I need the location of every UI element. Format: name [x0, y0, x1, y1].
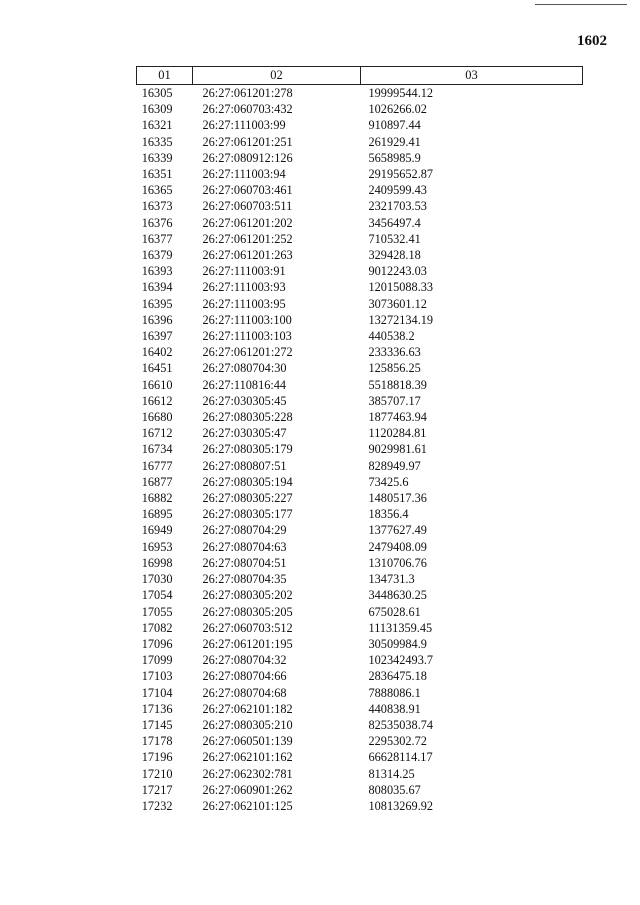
row-id-cell: 16339	[141, 150, 173, 165]
table-row	[137, 247, 583, 263]
cadastral-number-cell: 26:27:080704:63	[202, 539, 287, 554]
value-cell: 3448630.25	[368, 588, 427, 603]
row-id-cell: 16777	[141, 458, 173, 473]
row-id-cell: 16998	[141, 555, 173, 570]
row-id-cell: 16402	[141, 345, 173, 360]
row-id-cell: 16377	[141, 231, 173, 246]
table-row	[137, 555, 583, 571]
cadastral-number-cell: 26:27:111003:99	[202, 118, 286, 133]
row-id-cell: 16734	[141, 442, 173, 457]
row-id-cell: 16397	[141, 329, 173, 344]
table-row	[137, 701, 583, 717]
value-cell: 1026266.02	[368, 102, 427, 117]
value-cell: 2321703.53	[368, 199, 427, 214]
table-row	[137, 150, 583, 166]
cadastral-number-cell: 26:27:030305:45	[202, 393, 287, 408]
row-id-cell: 16379	[141, 248, 173, 263]
table-row	[137, 198, 583, 214]
header-col-02: 02	[193, 67, 361, 85]
row-id-cell: 17099	[141, 653, 173, 668]
table-row	[137, 798, 583, 814]
value-cell: 261929.41	[368, 134, 421, 149]
row-id-cell: 17232	[141, 798, 173, 813]
value-cell: 73425.6	[368, 474, 409, 489]
value-cell: 19999544.12	[368, 86, 434, 100]
cadastral-number-cell: 26:27:080305:202	[202, 588, 293, 603]
row-id-cell: 16321	[141, 118, 173, 133]
value-cell: 1377627.49	[368, 523, 427, 538]
value-cell: 2295302.72	[368, 734, 427, 749]
value-cell: 910897.44	[368, 118, 421, 133]
cadastral-number-cell: 26:27:111003:100	[202, 312, 292, 327]
table-row	[137, 117, 583, 133]
value-cell: 828949.97	[368, 458, 421, 473]
table-header-row	[137, 67, 583, 85]
table-row	[137, 717, 583, 733]
value-cell: 10813269.92	[368, 798, 434, 813]
cadastral-number-cell: 26:27:080704:51	[202, 555, 287, 570]
cadastral-number-cell: 26:27:111003:94	[202, 167, 286, 182]
cadastral-number-cell: 26:27:080807:51	[202, 458, 287, 473]
cadastral-number-cell: 26:27:030305:47	[202, 426, 287, 441]
cadastral-number-cell: 26:27:061201:251	[202, 134, 293, 149]
table-row	[137, 733, 583, 749]
table-row	[137, 604, 583, 620]
row-id-cell: 16376	[141, 215, 173, 230]
cadastral-number-cell: 26:27:111003:103	[202, 329, 292, 344]
cadastral-number-cell: 26:27:080305:227	[202, 491, 293, 506]
cadastral-number-cell: 26:27:080704:32	[202, 653, 287, 668]
cadastral-number-cell: 26:27:060703:512	[202, 620, 293, 635]
row-id-cell: 16612	[141, 393, 173, 408]
table-row	[137, 652, 583, 668]
table-row	[137, 668, 583, 684]
row-id-cell: 17096	[141, 636, 173, 651]
cadastral-number-cell: 26:27:060703:511	[202, 199, 293, 214]
table-row	[137, 312, 583, 328]
table-body	[137, 85, 583, 815]
value-cell: 9029981.61	[368, 442, 427, 457]
value-cell: 29195652.87	[368, 167, 434, 182]
table-row	[137, 782, 583, 798]
cadastral-number-cell: 26:27:060901:262	[202, 782, 293, 797]
cadastral-number-cell: 26:27:061201:278	[202, 86, 293, 100]
table-row	[137, 134, 583, 150]
row-id-cell: 16394	[141, 280, 173, 295]
row-id-cell: 16877	[141, 474, 173, 489]
value-cell: 440538.2	[368, 329, 415, 344]
cadastral-number-cell: 26:27:061201:272	[202, 345, 293, 360]
value-cell: 134731.3	[368, 572, 415, 587]
cadastral-number-cell: 26:27:080704:66	[202, 669, 287, 684]
row-id-cell: 16610	[141, 377, 173, 392]
table-row	[137, 458, 583, 474]
cadastral-number-cell: 26:27:080305:177	[202, 507, 293, 522]
table-row	[137, 409, 583, 425]
value-cell: 13272134.19	[368, 312, 434, 327]
row-id-cell: 17178	[141, 734, 173, 749]
table-row	[137, 425, 583, 441]
value-cell: 675028.61	[368, 604, 421, 619]
table-row	[137, 215, 583, 231]
row-id-cell: 16949	[141, 523, 173, 538]
cadastral-number-cell: 26:27:061201:202	[202, 215, 293, 230]
table-row	[137, 587, 583, 603]
cadastral-number-cell: 26:27:111003:95	[202, 296, 286, 311]
value-cell: 30509984.9	[368, 636, 427, 651]
value-cell: 11131359.45	[368, 620, 433, 635]
value-cell: 66628114.17	[368, 750, 433, 765]
table-row	[137, 474, 583, 490]
table-row	[137, 490, 583, 506]
row-id-cell: 16680	[141, 410, 173, 425]
cadastral-number-cell: 26:27:080305:205	[202, 604, 293, 619]
cadastral-number-cell: 26:27:110816:44	[202, 377, 287, 392]
cadastral-number-cell: 26:27:060703:432	[202, 102, 293, 117]
cadastral-number-cell: 26:27:062101:182	[202, 701, 293, 716]
table-row	[137, 393, 583, 409]
value-cell: 385707.17	[368, 393, 421, 408]
table-row	[137, 296, 583, 312]
value-cell: 3073601.12	[368, 296, 427, 311]
table-row	[137, 377, 583, 393]
cadastral-number-cell: 26:27:080704:68	[202, 685, 287, 700]
row-id-cell: 16365	[141, 183, 173, 198]
table-row	[137, 685, 583, 701]
cadastral-number-cell: 26:27:080912:126	[202, 150, 293, 165]
value-cell: 7888086.1	[368, 685, 421, 700]
value-cell: 2479408.09	[368, 539, 427, 554]
row-id-cell: 16393	[141, 264, 173, 279]
table-row	[137, 360, 583, 376]
header-col-01: 01	[137, 67, 193, 85]
table-row	[137, 539, 583, 555]
cadastral-number-cell: 26:27:062101:125	[202, 798, 293, 813]
value-cell: 82535038.74	[368, 717, 434, 732]
row-id-cell: 16712	[141, 426, 173, 441]
table-row	[137, 344, 583, 360]
table-row	[137, 522, 583, 538]
table-row	[137, 441, 583, 457]
header-col-03: 03	[361, 67, 583, 85]
value-cell: 440838.91	[368, 701, 421, 716]
cadastral-number-cell: 26:27:080305:228	[202, 410, 293, 425]
row-id-cell: 16953	[141, 539, 173, 554]
top-rule	[535, 4, 627, 5]
table-row	[137, 620, 583, 636]
row-id-cell: 17030	[141, 572, 173, 587]
row-id-cell: 16396	[141, 312, 173, 327]
value-cell: 1877463.94	[368, 410, 427, 425]
cadastral-number-cell: 26:27:080704:30	[202, 361, 287, 376]
row-id-cell: 16395	[141, 296, 173, 311]
table-row	[137, 766, 583, 782]
row-id-cell: 17104	[141, 685, 173, 700]
cadastral-number-cell: 26:27:111003:93	[202, 280, 286, 295]
row-id-cell: 16309	[141, 102, 173, 117]
table-row	[137, 636, 583, 652]
value-cell: 329428.18	[368, 248, 421, 263]
table-row	[137, 571, 583, 587]
value-cell: 3456497.4	[368, 215, 421, 230]
table-row	[137, 749, 583, 765]
row-id-cell: 17210	[141, 766, 173, 781]
table-row	[137, 101, 583, 117]
cadastral-number-cell: 26:27:062101:162	[202, 750, 293, 765]
cadastral-number-cell: 26:27:061201:195	[202, 636, 293, 651]
table-row	[137, 231, 583, 247]
value-cell: 9012243.03	[368, 264, 427, 279]
value-cell: 2409599.43	[368, 183, 427, 198]
row-id-cell: 16895	[141, 507, 173, 522]
value-cell: 102342493.7	[368, 653, 434, 668]
value-cell: 5518818.39	[368, 377, 427, 392]
row-id-cell: 17196	[141, 750, 173, 765]
value-cell: 12015088.33	[368, 280, 434, 295]
table-row	[137, 85, 583, 102]
value-cell: 808035.67	[368, 782, 421, 797]
cadastral-number-cell: 26:27:111003:91	[202, 264, 286, 279]
row-id-cell: 16335	[141, 134, 173, 149]
value-cell: 233336.63	[368, 345, 421, 360]
value-cell: 710532.41	[368, 231, 421, 246]
row-id-cell: 17055	[141, 604, 173, 619]
value-cell: 81314.25	[368, 766, 415, 781]
value-cell: 1480517.36	[368, 491, 427, 506]
row-id-cell: 16451	[141, 361, 173, 376]
cadastral-number-cell: 26:27:080305:194	[202, 474, 293, 489]
table-row	[137, 182, 583, 198]
row-id-cell: 17217	[141, 782, 173, 797]
row-id-cell: 17145	[141, 717, 173, 732]
row-id-cell: 16305	[141, 86, 173, 100]
table-row	[137, 263, 583, 279]
value-cell: 1120284.81	[368, 426, 427, 441]
cadastral-number-cell: 26:27:061201:252	[202, 231, 293, 246]
table-row	[137, 328, 583, 344]
cadastral-number-cell: 26:27:080704:35	[202, 572, 287, 587]
value-cell: 18356.4	[368, 507, 409, 522]
table-row	[137, 279, 583, 295]
cadastral-number-cell: 26:27:062302:781	[202, 766, 293, 781]
row-id-cell: 17136	[141, 701, 173, 716]
row-id-cell: 16351	[141, 167, 173, 182]
value-cell: 5658985.9	[368, 150, 421, 165]
table-row	[137, 166, 583, 182]
cadastral-number-cell: 26:27:061201:263	[202, 248, 293, 263]
cadastral-number-cell: 26:27:060703:461	[202, 183, 293, 198]
data-table	[136, 66, 583, 814]
value-cell: 2836475.18	[368, 669, 427, 684]
page-number: 1602	[577, 33, 607, 49]
cadastral-number-cell: 26:27:060501:139	[202, 734, 293, 749]
table-row	[137, 506, 583, 522]
cadastral-number-cell: 26:27:080305:179	[202, 442, 293, 457]
row-id-cell: 16373	[141, 199, 173, 214]
cadastral-number-cell: 26:27:080305:210	[202, 717, 293, 732]
row-id-cell: 17054	[141, 588, 173, 603]
row-id-cell: 16882	[141, 491, 173, 506]
value-cell: 1310706.76	[368, 555, 427, 570]
value-cell: 125856.25	[368, 361, 421, 376]
cadastral-number-cell: 26:27:080704:29	[202, 523, 287, 538]
row-id-cell: 17082	[141, 620, 173, 635]
row-id-cell: 17103	[141, 669, 173, 684]
